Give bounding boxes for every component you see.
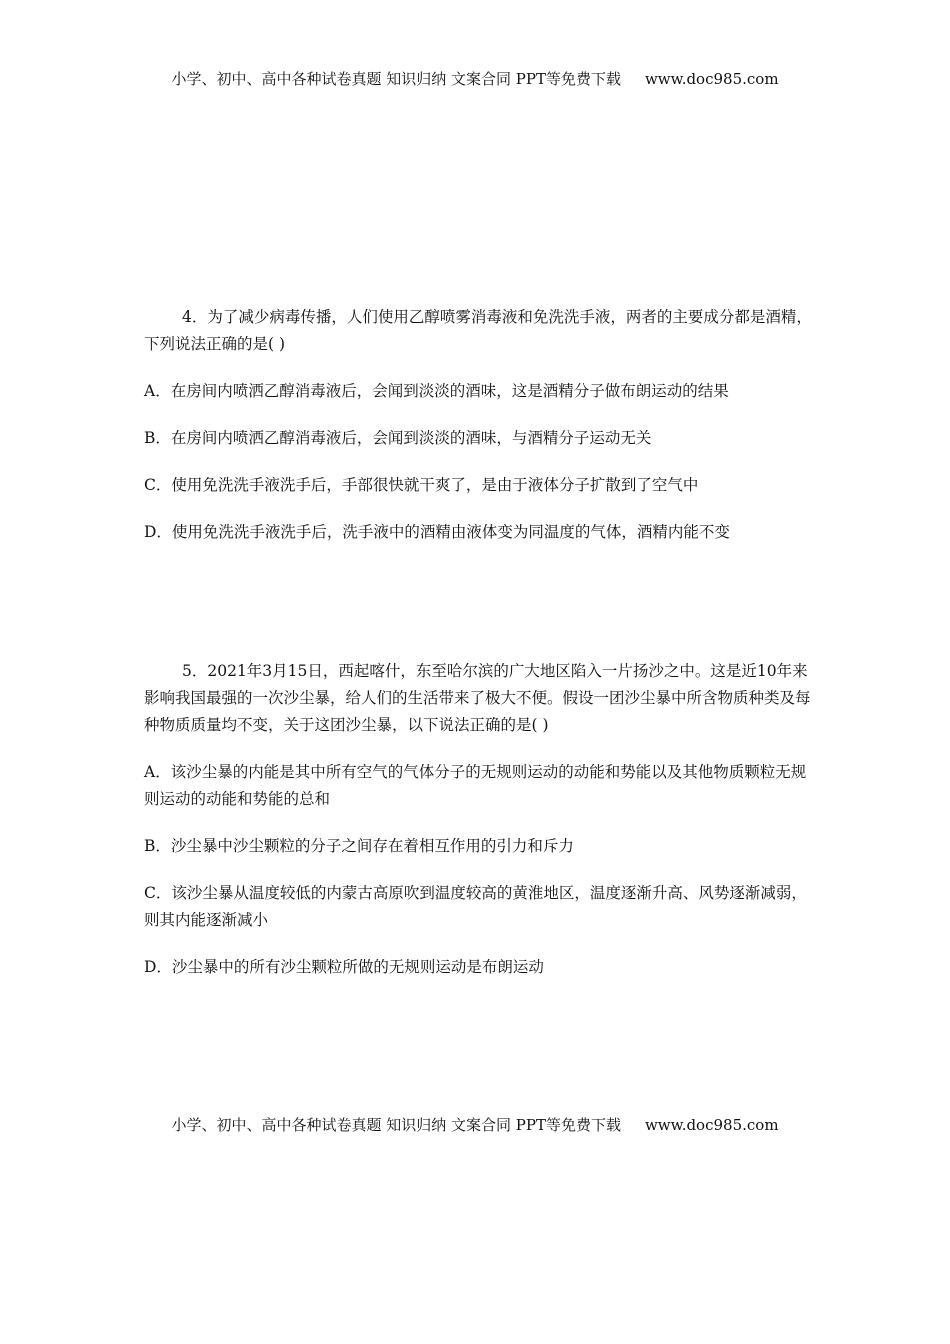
header-banner	[0, 69, 950, 89]
option-d: D．沙尘暴中的所有沙尘颗粒所做的无规则运动是布朗运动	[144, 958, 544, 976]
banner-text: 小学、初中、高中各种试卷真题 知识归纳 文案合同 PPT等免费下载	[171, 70, 621, 88]
option-a: A．在房间内喷洒乙醇消毒液后，会闻到淡淡的酒味，这是酒精分子做布朗运动的结果	[144, 382, 729, 400]
banner-url-link[interactable]: www.doc985.com	[644, 1116, 779, 1134]
question-stem: 4．为了减少病毒传播，人们使用乙醇喷雾消毒液和免洗洗手液，两者的主要成分都是酒精，下列说法正确的是( )	[144, 308, 812, 353]
banner-url-link[interactable]: www.doc985.com	[644, 70, 779, 88]
option-c: C．该沙尘暴从温度较低的内蒙古高原吹到温度较高的黄淮地区，温度逐渐升高、风势逐渐减弱，则其内能逐渐减小	[144, 884, 807, 929]
footer-banner	[0, 1115, 950, 1135]
question-stem: 5．2021年3月15日，西起喀什，东至哈尔滨的广大地区陷入一片扬沙之中。这是近10年来影响我国最强的一次沙尘暴，给人们的生活带来了极大不便。假设一团沙尘暴中所含物质种类及每种物质质量均不变，关于这团沙尘暴，以下说法正确的是( )	[144, 662, 811, 734]
question-4	[144, 304, 812, 566]
option-a: A．该沙尘暴的内能是其中所有空气的气体分子的无规则运动的动能和势能以及其他物质颗粒无规则运动的动能和势能的总和	[144, 763, 807, 808]
option-b: B．在房间内喷洒乙醇消毒液后，会闻到淡淡的酒味，与酒精分子运动无关	[144, 429, 652, 447]
option-c: C．使用免洗洗手液洗手后，手部很快就干爽了，是由于液体分子扩散到了空气中	[144, 476, 699, 494]
question-5	[144, 658, 812, 1001]
option-b: B．沙尘暴中沙尘颗粒的分子之间存在着相互作用的引力和斥力	[144, 837, 574, 855]
banner-text: 小学、初中、高中各种试卷真题 知识归纳 文案合同 PPT等免费下载	[171, 1116, 621, 1134]
option-d: D．使用免洗洗手液洗手后，洗手液中的酒精由液体变为同温度的气体，酒精内能不变	[144, 523, 730, 541]
